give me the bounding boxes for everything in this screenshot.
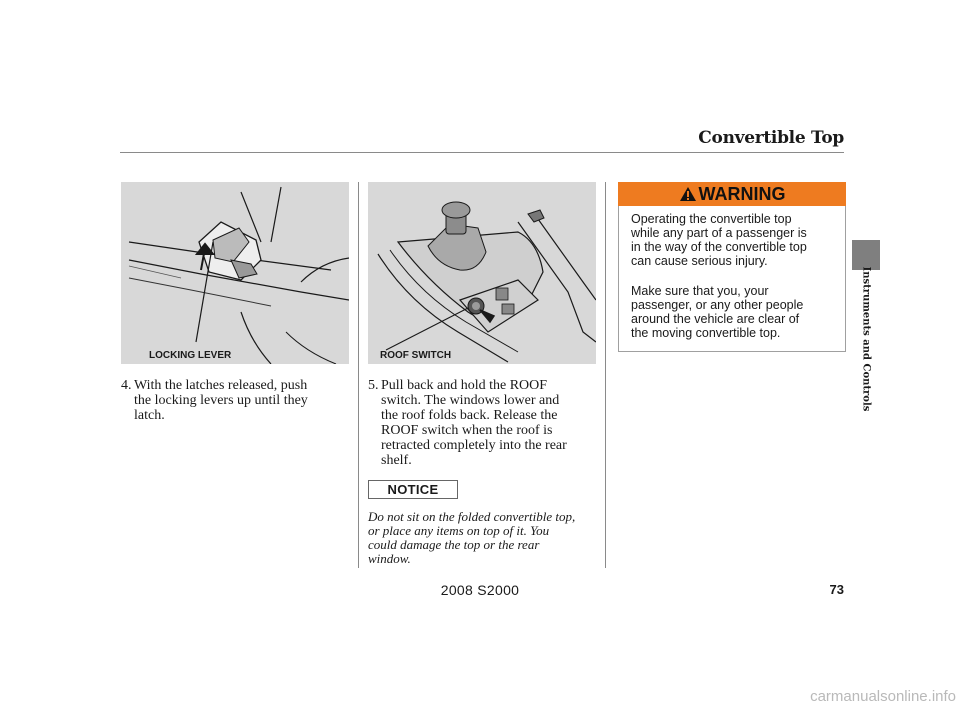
step-4-line-1: With the latches released, push bbox=[134, 378, 308, 393]
column-divider-left bbox=[358, 182, 359, 568]
warning-label bbox=[618, 182, 846, 206]
step-4-line-2: the locking levers up until they bbox=[134, 393, 308, 408]
warning-line-3: in the way of the convertible top bbox=[631, 240, 807, 254]
section-title: Convertible Top bbox=[698, 128, 844, 148]
step-5 bbox=[368, 378, 604, 472]
step-5-line-3: the roof folds back. Release the bbox=[381, 408, 558, 423]
warning-line-1: Operating the convertible top bbox=[631, 212, 792, 226]
warning-line-5: Make sure that you, your bbox=[631, 284, 769, 298]
step-4-line-3: latch. bbox=[134, 408, 165, 423]
notice-line-3: could damage the top or the rear bbox=[368, 537, 540, 552]
locking-lever-illustration bbox=[121, 182, 349, 364]
step-5-number: 5. bbox=[368, 378, 379, 393]
step-5-line-2: switch. The windows lower and bbox=[381, 393, 560, 408]
notice-text bbox=[368, 510, 608, 566]
figure-caption-roof-switch: ROOF SWITCH bbox=[380, 350, 452, 361]
step-5-line-6: shelf. bbox=[381, 453, 412, 468]
watermark: carmanualsonline.info bbox=[810, 688, 956, 705]
figure-caption-locking-lever: LOCKING LEVER bbox=[149, 350, 232, 361]
warning-line-7: around the vehicle are clear of bbox=[631, 312, 800, 326]
notice-line-2: or place any items on top of it. You bbox=[368, 523, 550, 538]
warning-line-4: can cause serious injury. bbox=[631, 254, 768, 268]
warning-triangle-icon bbox=[679, 186, 697, 202]
footer-model: 2008 S2000 bbox=[440, 582, 520, 598]
warning-line-6: passenger, or any other people bbox=[631, 298, 804, 312]
side-tab-label: Instruments and Controls bbox=[860, 266, 872, 412]
roof-switch-drawing bbox=[368, 182, 596, 364]
notice-line-4: window. bbox=[368, 551, 411, 566]
notice-line-1: Do not sit on the folded convertible top, bbox=[368, 509, 576, 524]
warning-line-2: while any part of a passenger is bbox=[631, 226, 807, 240]
warning-line-8: the moving convertible top. bbox=[631, 326, 781, 340]
side-tab bbox=[855, 262, 877, 416]
step-5-line-4: ROOF switch when the roof is bbox=[381, 423, 553, 438]
page-number: 73 bbox=[829, 582, 844, 597]
locking-lever-drawing bbox=[121, 182, 349, 364]
notice-label: NOTICE bbox=[368, 480, 458, 499]
header-rule bbox=[120, 152, 844, 153]
roof-switch-illustration bbox=[368, 182, 596, 364]
step-5-line-1: Pull back and hold the ROOF bbox=[381, 378, 548, 393]
step-4 bbox=[121, 378, 357, 426]
step-5-line-5: retracted completely into the rear bbox=[381, 438, 567, 453]
step-4-number: 4. bbox=[121, 378, 132, 393]
warning-label-text: WARNING bbox=[698, 183, 786, 204]
